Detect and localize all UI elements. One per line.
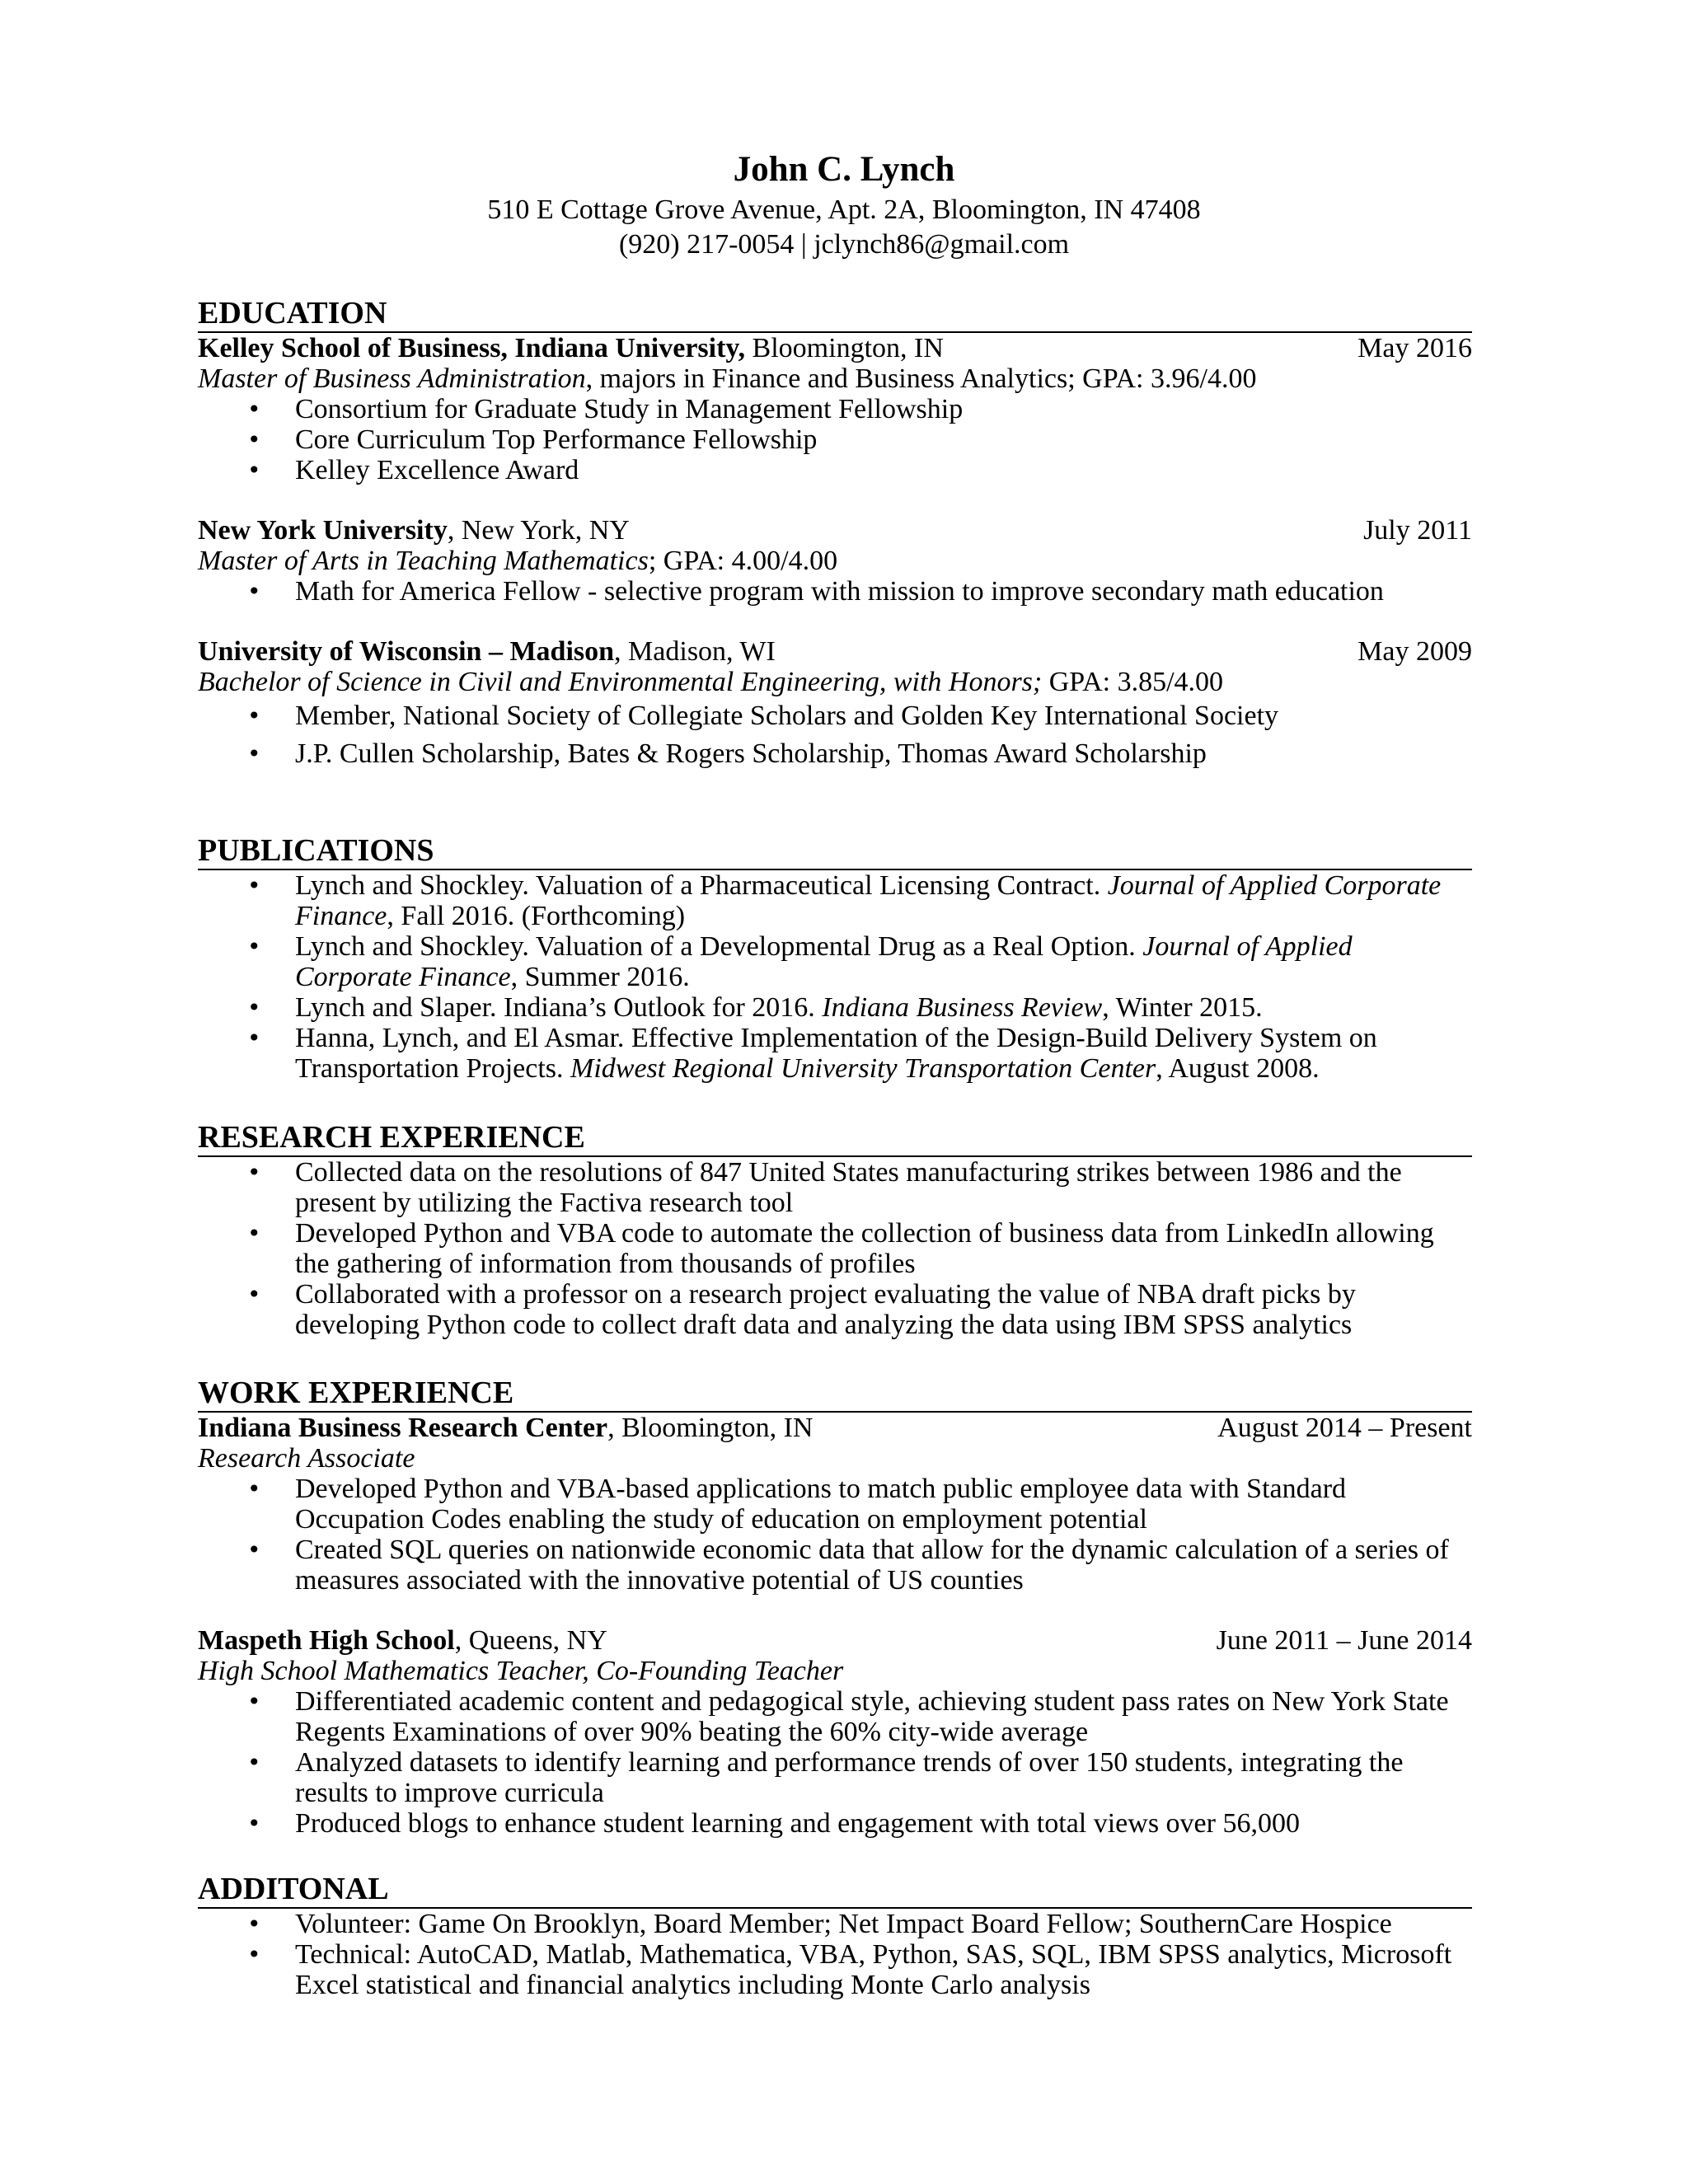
- bullet-item: • Collaborated with a professor on a research project evaluating the value of NBA draft picks by developing Python code to collect draft data and analyzing the data using IBM SPSS analytics: [198, 1279, 1472, 1340]
- work-heading: WORK EXPERIENCE: [198, 1375, 1472, 1413]
- bullet-item: • Kelley Excellence Award: [198, 455, 1472, 485]
- school-location: Bloomington, IN: [745, 333, 944, 363]
- employer-name: Maspeth High School: [198, 1625, 455, 1656]
- degree-line: [198, 667, 1472, 697]
- school-name: Kelley School of Business, Indiana University,: [198, 333, 746, 363]
- publication-citation: Lynch and Shockley. Valuation of a Developmental Drug as a Real Option.: [295, 931, 1143, 962]
- work-entry: [198, 1625, 1472, 1839]
- bullet-item: • Consortium for Graduate Study in Management Fellowship: [198, 394, 1472, 424]
- entry-date: May 2016: [1357, 333, 1472, 363]
- work-entry: [198, 1413, 1472, 1596]
- resume-header: [0, 147, 1688, 262]
- entry-date: July 2011: [1363, 515, 1472, 546]
- education-entry: [198, 515, 1472, 607]
- publication-journal: Indiana Business Review: [822, 992, 1103, 1023]
- education-entry: [198, 333, 1472, 485]
- school-location: , New York, NY: [447, 515, 630, 546]
- bullet-item: • Developed Python and VBA-based applications to match public employee data with Standard Occupation Codes enabling the study of education on employment potential: [198, 1474, 1472, 1535]
- bullet-item: • Volunteer: Game On Brooklyn, Board Member; Net Impact Board Fellow; SouthernCare Hospice: [198, 1909, 1472, 1939]
- bullet-list: [198, 697, 1472, 773]
- school-name: University of Wisconsin – Madison: [198, 636, 615, 667]
- publication-list: [198, 870, 1472, 1084]
- candidate-name: John C. Lynch: [733, 150, 955, 189]
- degree: Master of Arts in Teaching Mathematics: [198, 546, 649, 576]
- education-entry: [198, 636, 1472, 773]
- education-section: [198, 295, 1472, 773]
- research-list: [198, 1157, 1472, 1340]
- entry-date: August 2014 – Present: [1217, 1413, 1472, 1443]
- additional-section: [198, 1871, 1472, 2000]
- publication-journal: Journal of Applied Corporate Finance: [295, 931, 1353, 992]
- job-title: High School Mathematics Teacher, Co-Founding Teacher: [198, 1656, 844, 1686]
- bullet-item: • Member, National Society of Collegiate Scholars and Golden Key International Society: [198, 697, 1472, 735]
- entry-date: June 2011 – June 2014: [1216, 1625, 1472, 1656]
- bullet-list: [198, 576, 1472, 607]
- bullet-list: [198, 1474, 1472, 1596]
- bullet-item: • Produced blogs to enhance student learning and engagement with total views over 56,000: [198, 1808, 1472, 1839]
- entry-header: [198, 1413, 1472, 1443]
- publications-heading: PUBLICATIONS: [198, 832, 1472, 870]
- degree-details: , majors in Finance and Business Analytics; GPA: 3.96/4.00: [585, 363, 1257, 394]
- employer-location: , Bloomington, IN: [607, 1413, 814, 1443]
- entry-header: [198, 636, 1472, 667]
- research-section: [198, 1119, 1472, 1340]
- entry-header: [198, 515, 1472, 546]
- bullet-list: [198, 394, 1472, 485]
- publication-date: , Summer 2016.: [510, 962, 690, 992]
- publication-citation: Lynch and Slaper. Indiana’s Outlook for 2016.: [295, 992, 823, 1023]
- job-title: Research Associate: [198, 1443, 415, 1474]
- publications-section: [198, 832, 1472, 1084]
- bullet-item: • J.P. Cullen Scholarship, Bates & Rogers Scholarship, Thomas Award Scholarship: [198, 735, 1472, 773]
- degree-line: [198, 546, 1472, 576]
- degree: Master of Business Administration: [198, 363, 586, 394]
- employer-location: , Queens, NY: [454, 1625, 607, 1656]
- publication-date: , August 2008.: [1156, 1053, 1320, 1084]
- publication-item: [198, 931, 1472, 992]
- publication-citation: Hanna, Lynch, and El Asmar. Effective Implementation of the Design-Build Delivery System on Transportation Projects.: [295, 1023, 1377, 1084]
- bullet-item: • Developed Python and VBA code to automate the collection of business data from LinkedIn allowing the gathering of information from thousands of profiles: [198, 1218, 1472, 1279]
- bullet-item: • Core Curriculum Top Performance Fellowship: [198, 424, 1472, 455]
- bullet-item: • Technical: AutoCAD, Matlab, Mathematica, VBA, Python, SAS, SQL, IBM SPSS analytics, Microsoft Excel statistical and financial analytics including Monte Carlo analysis: [198, 1939, 1472, 2000]
- degree-line: [198, 363, 1472, 394]
- bullet-item: • Differentiated academic content and pedagogical style, achieving student pass rates on New York State Regents Examinations of over 90% beating the 60% city-wide average: [198, 1686, 1472, 1747]
- degree: Bachelor of Science in Civil and Environmental Engineering, with Honors;: [198, 667, 1043, 697]
- publication-citation: Lynch and Shockley. Valuation of a Pharmaceutical Licensing Contract.: [295, 870, 1108, 901]
- bullet-item: • Created SQL queries on nationwide economic data that allow for the dynamic calculation of a series of measures associated with the innovative potential of US counties: [198, 1535, 1472, 1596]
- publication-date: , Winter 2015.: [1102, 992, 1263, 1023]
- research-heading: RESEARCH EXPERIENCE: [198, 1119, 1472, 1157]
- publication-journal: Journal of Applied Corporate Finance: [295, 870, 1442, 931]
- contact-info: (920) 217-0054 | jclynch86@gmail.com: [618, 229, 1070, 260]
- work-section: [198, 1375, 1472, 1839]
- bullet-list: [198, 1686, 1472, 1839]
- additional-list: [198, 1909, 1472, 2000]
- employer-name: Indiana Business Research Center: [198, 1413, 608, 1443]
- entry-header: [198, 1625, 1472, 1656]
- school-name: New York University: [198, 515, 448, 546]
- school-location: , Madison, WI: [614, 636, 776, 667]
- publication-item: [198, 1023, 1472, 1084]
- bullet-item: • Math for America Fellow - selective program with mission to improve secondary math education: [198, 576, 1472, 607]
- address: 510 E Cottage Grove Avenue, Apt. 2A, Bloomington, IN 47408: [487, 194, 1201, 225]
- entry-date: May 2009: [1357, 636, 1472, 667]
- publication-journal: Midwest Regional University Transportation Center: [570, 1053, 1156, 1084]
- bullet-item: • Collected data on the resolutions of 847 United States manufacturing strikes between 1986 and the present by utilizing the Factiva research tool: [198, 1157, 1472, 1218]
- publication-item: [198, 992, 1472, 1023]
- publication-date: , Fall 2016. (Forthcoming): [387, 901, 686, 931]
- entry-header: [198, 333, 1472, 363]
- education-heading: EDUCATION: [198, 295, 1472, 333]
- degree-details: ; GPA: 4.00/4.00: [648, 546, 838, 576]
- degree-details: GPA: 3.85/4.00: [1042, 667, 1224, 697]
- publication-item: [198, 870, 1472, 931]
- additional-heading: ADDITONAL: [198, 1871, 1472, 1909]
- bullet-item: • Analyzed datasets to identify learning and performance trends of over 150 students, integrating the results to improve curricula: [198, 1747, 1472, 1808]
